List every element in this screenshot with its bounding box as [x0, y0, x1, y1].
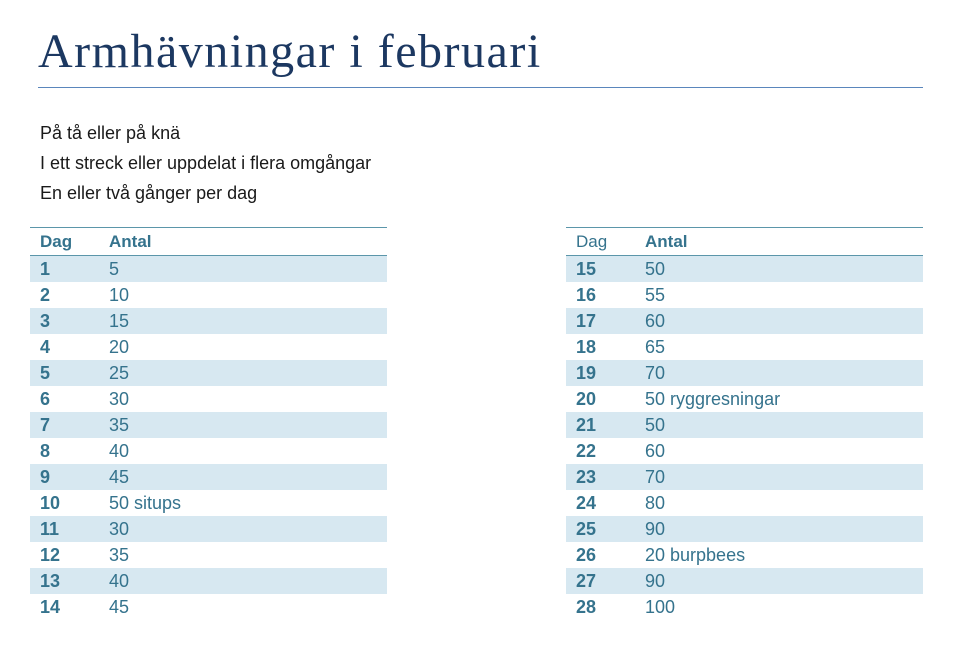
header-dag: Dag: [576, 232, 608, 251]
cell-dag: 16: [576, 285, 597, 305]
cell-dag: 20: [576, 389, 597, 409]
cell-dag: 26: [576, 545, 597, 565]
cell-antal: 100: [645, 597, 676, 617]
cell-antal: 20: [109, 337, 130, 357]
cell-antal: 40: [109, 441, 130, 461]
cell-dag: 5: [40, 363, 51, 383]
cell-dag: 7: [40, 415, 51, 435]
cell-antal: 90: [645, 519, 666, 539]
cell-dag: 21: [576, 415, 597, 435]
schedule-table-days-15-28: [566, 227, 923, 620]
cell-dag: 25: [576, 519, 597, 539]
table-row: [30, 282, 387, 308]
cell-dag: 10: [40, 493, 61, 513]
table-row: [566, 542, 923, 568]
cell-dag: 27: [576, 571, 597, 591]
cell-dag: 23: [576, 467, 597, 487]
cell-dag: 24: [576, 493, 597, 513]
table-row: [566, 516, 923, 542]
cell-dag: 11: [40, 519, 60, 539]
cell-antal: 65: [645, 337, 666, 357]
cell-dag: 19: [576, 363, 597, 383]
cell-antal: 30: [109, 519, 130, 539]
table-row: [566, 568, 923, 594]
table-header: [30, 228, 387, 256]
header-antal: Antal: [109, 232, 152, 251]
table-row: [30, 542, 387, 568]
table-row: [566, 490, 923, 516]
table-row: [566, 594, 923, 620]
cell-antal: 60: [645, 311, 666, 331]
table-row: [566, 386, 923, 412]
cell-dag: 3: [40, 311, 51, 331]
cell-antal: 30: [109, 389, 130, 409]
intro-line: En eller två gånger per dag: [40, 183, 258, 203]
cell-dag: 18: [576, 337, 597, 357]
cell-antal: 55: [645, 285, 666, 305]
cell-dag: 28: [576, 597, 597, 617]
header-dag: Dag: [40, 232, 73, 251]
cell-antal: 10: [109, 285, 130, 305]
table-row: [30, 360, 387, 386]
title-divider: [38, 87, 923, 88]
cell-antal: 20 burpbees: [645, 545, 746, 565]
cell-dag: 17: [576, 311, 597, 331]
cell-antal: 50: [645, 415, 666, 435]
cell-antal: 50 ryggresningar: [645, 389, 781, 409]
intro-list: [40, 118, 371, 208]
cell-antal: 35: [109, 545, 130, 565]
cell-dag: 9: [40, 467, 51, 487]
table-row: [566, 464, 923, 490]
page-title: Armhävningar i februari: [38, 25, 542, 78]
cell-antal: 15: [109, 311, 130, 331]
cell-antal: 50 situps: [109, 493, 182, 513]
table-row: [566, 438, 923, 464]
cell-antal: 45: [109, 597, 130, 617]
cell-antal: 70: [645, 363, 666, 383]
table-row: [566, 360, 923, 386]
cell-dag: 8: [40, 441, 51, 461]
table-row: [30, 568, 387, 594]
table-row: [30, 490, 387, 516]
cell-dag: 2: [40, 285, 51, 305]
cell-antal: 60: [645, 441, 666, 461]
intro-line: I ett streck eller uppdelat i flera omgångar: [40, 153, 372, 173]
table-row: [30, 386, 387, 412]
table-row: [30, 308, 387, 334]
schedule-table-days-1-14: [30, 227, 387, 620]
table-row: [30, 464, 387, 490]
table-row: [566, 334, 923, 360]
cell-antal: 5: [109, 259, 120, 279]
table-row: [30, 516, 387, 542]
table-row: [566, 412, 923, 438]
cell-dag: 4: [40, 337, 51, 357]
cell-antal: 25: [109, 363, 130, 383]
table-row: [30, 256, 387, 282]
table-row: [566, 256, 923, 282]
table-row: [30, 334, 387, 360]
cell-dag: 13: [40, 571, 61, 591]
cell-antal: 70: [645, 467, 666, 487]
cell-antal: 50: [645, 259, 666, 279]
table-row: [566, 308, 923, 334]
cell-antal: 35: [109, 415, 130, 435]
table-row: [30, 412, 387, 438]
table-header: [566, 228, 923, 256]
cell-dag: 6: [40, 389, 51, 409]
cell-dag: 14: [40, 597, 61, 617]
intro-line: På tå eller på knä: [40, 123, 181, 143]
cell-antal: 80: [645, 493, 666, 513]
cell-antal: 45: [109, 467, 130, 487]
cell-dag: 22: [576, 441, 597, 461]
cell-antal: 40: [109, 571, 130, 591]
table-row: [30, 438, 387, 464]
cell-dag: 1: [40, 259, 51, 279]
table-row: [30, 594, 387, 620]
table-body: [566, 256, 923, 620]
cell-dag: 15: [576, 259, 597, 279]
table-body: [30, 256, 387, 620]
table-row: [566, 282, 923, 308]
cell-antal: 90: [645, 571, 666, 591]
header-antal: Antal: [645, 232, 688, 251]
cell-dag: 12: [40, 545, 61, 565]
